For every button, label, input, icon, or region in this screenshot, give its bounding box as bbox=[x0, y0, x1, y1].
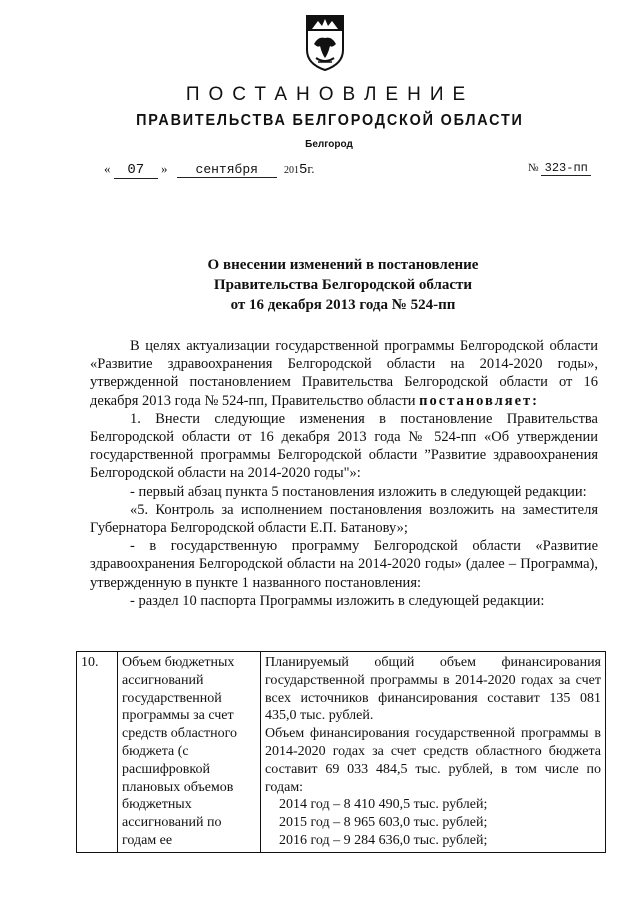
body-paragraph-5: - в государственную программу Белгородской области «Развитие здравоохранения Белгородской области на 2014-2020 годы» (далее – Программа), утвержденную в пункте 1 названного постановления: bbox=[90, 538, 598, 591]
resolves-word: постановляет: bbox=[419, 392, 540, 409]
subject-line-1: О внесении изменений в постановление bbox=[207, 257, 479, 273]
document-subject bbox=[0, 255, 640, 315]
number-label: № bbox=[528, 162, 539, 174]
body-paragraph-2: 1. Внести следующие изменения в постановление Правительства Белгородской области от 16 декабря 2013 года № 524-пп «Об утверждении государственной программы Белгородской области ”Развитие здравоохранения Белгородской области на 2014-2020 годы"»: bbox=[90, 410, 598, 482]
row-content-cell bbox=[261, 652, 606, 853]
subject-line-2: Правительства Белгородской области bbox=[213, 277, 473, 293]
body-paragraph-6: - раздел 10 паспорта Программы изложить в следующей редакции: bbox=[130, 592, 545, 609]
date-year-abbr: г. bbox=[307, 161, 315, 176]
paragraph-1-text: В целях актуализации государственной программы Белгородской области «Развитие здравоохранения Белгородской области на 2014-2020 годы», утвержденной постановлением Правительства Белгородской области от 16 декабря 2013 года № 524-пп, Правительство области bbox=[90, 338, 598, 409]
financing-paragraph-1: Планируемый общий объем финансирования государственной программы в 2014-2020 годах за счет всех источников финансирования составит 135 081 435,0 тыс. рублей. bbox=[265, 655, 601, 724]
row-label-cell: Объем бюджетных ассигнований государственной программы за счет средств областного бюджета (с расшифровкой плановых объемов бюджетных ассигнований по годам ее bbox=[118, 652, 261, 853]
date-month-field: сентября bbox=[177, 162, 277, 178]
financing-table bbox=[76, 651, 606, 853]
coat-of-arms-emblem bbox=[304, 14, 346, 72]
document-number bbox=[528, 161, 591, 176]
number-value: 323-пп bbox=[541, 161, 591, 176]
document-type-heading: ПОСТАНОВЛЕНИЕ bbox=[185, 84, 475, 105]
issuer-heading: ПРАВИТЕЛЬСТВА БЕЛГОРОДСКОЙ ОБЛАСТИ bbox=[136, 112, 524, 129]
date-close-quote: » bbox=[161, 161, 168, 176]
date-year-suffix: 5 bbox=[299, 162, 308, 178]
document-date bbox=[104, 161, 315, 179]
row-number-cell: 10. bbox=[77, 652, 118, 853]
body-paragraph-3: - первый абзац пункта 5 постановления изложить в следующей редакции: bbox=[130, 483, 587, 500]
year-2014-amount: 2014 год – 8 410 490,5 тыс. рублей; bbox=[279, 797, 488, 813]
table-row bbox=[77, 652, 606, 853]
city-label: Белгород bbox=[305, 139, 353, 150]
date-day-field: 07 bbox=[114, 162, 158, 179]
body-paragraph-1 bbox=[90, 337, 598, 410]
date-open-quote: « bbox=[104, 161, 111, 176]
document-body bbox=[90, 337, 598, 610]
year-2015-amount: 2015 год – 8 965 603,0 тыс. рублей; bbox=[279, 815, 488, 831]
date-year-prefix: 201 bbox=[284, 165, 299, 176]
body-paragraph-4: «5. Контроль за исполнением постановления возложить на заместителя Губернатора Белгородской области Е.П. Батанову»; bbox=[90, 501, 598, 537]
subject-line-3: от 16 декабря 2013 года № 524-пп bbox=[230, 297, 456, 313]
year-2016-amount: 2016 год – 9 284 636,0 тыс. рублей; bbox=[279, 832, 488, 848]
financing-paragraph-2: Объем финансирования государственной программы в 2014-2020 годах за счет средств областного бюджета составит 69 033 484,5 тыс. рублей, в том числе по годам: bbox=[265, 726, 601, 795]
